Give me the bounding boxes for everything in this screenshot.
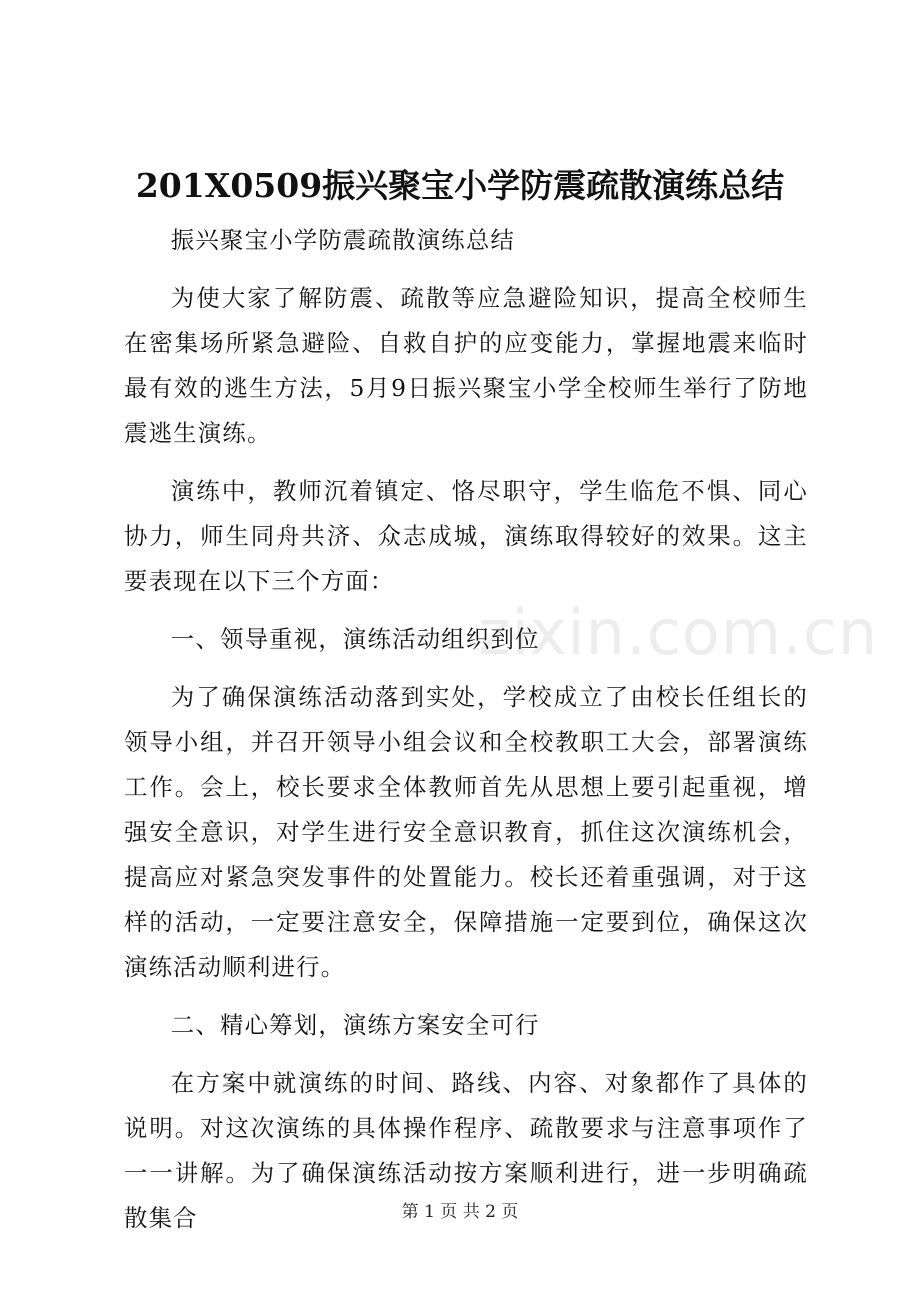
subtitle-paragraph: 振兴聚宝小学防震疏散演练总结: [170, 226, 516, 254]
summary-paragraph: 演练中，教师沉着镇定、恪尽职守，学生临危不惧、同心协力，师生同舟共济、众志成城，演练取得较好的效果。这主要表现在以下三个方面：: [124, 477, 808, 595]
section-heading-2: 二、精心筹划，演练方案安全可行: [170, 1011, 540, 1039]
section-1-paragraph: 为了确保演练活动落到实处，学校成立了由校长任组长的领导小组，并召开领导小组会议和全校教职工大会，部署演练工作。会上，校长要求全体教师首先从思想上要引起重视，增强安全意识，对学生进行安全意识教育，抓住这次演练机会，提高应对紧急突发事件的处置能力。校长还着重强调，对于这样的活动，一定要注意安全，保障措施一定要到位，确保这次演练活动顺利进行。: [124, 683, 808, 981]
section-2-paragraph: 在方案中就演练的时间、路线、内容、对象都作了具体的说明。对这次演练的具体操作程序、疏散要求与注意事项作了一一讲解。为了确保演练活动按方案顺利进行，进一步明确疏散集合: [124, 1069, 808, 1232]
document-body: [124, 218, 808, 1254]
watermark: zixin.com.cn: [478, 596, 879, 669]
intro-paragraph: 为使大家了解防震、疏散等应急避险知识，提高全校师生在密集场所紧急避险、自救自护的应变能力，掌握地震来临时最有效的逃生方法，5月9日振兴聚宝小学全校师生举行了防地震逃生演练。: [124, 284, 808, 447]
section-heading-1: 一、领导重视，演练活动组织到位: [170, 625, 540, 653]
document-title: 201X0509振兴聚宝小学防震疏散演练总结: [135, 166, 785, 205]
page-footer: 第 1 页 共 2 页: [401, 1202, 519, 1222]
